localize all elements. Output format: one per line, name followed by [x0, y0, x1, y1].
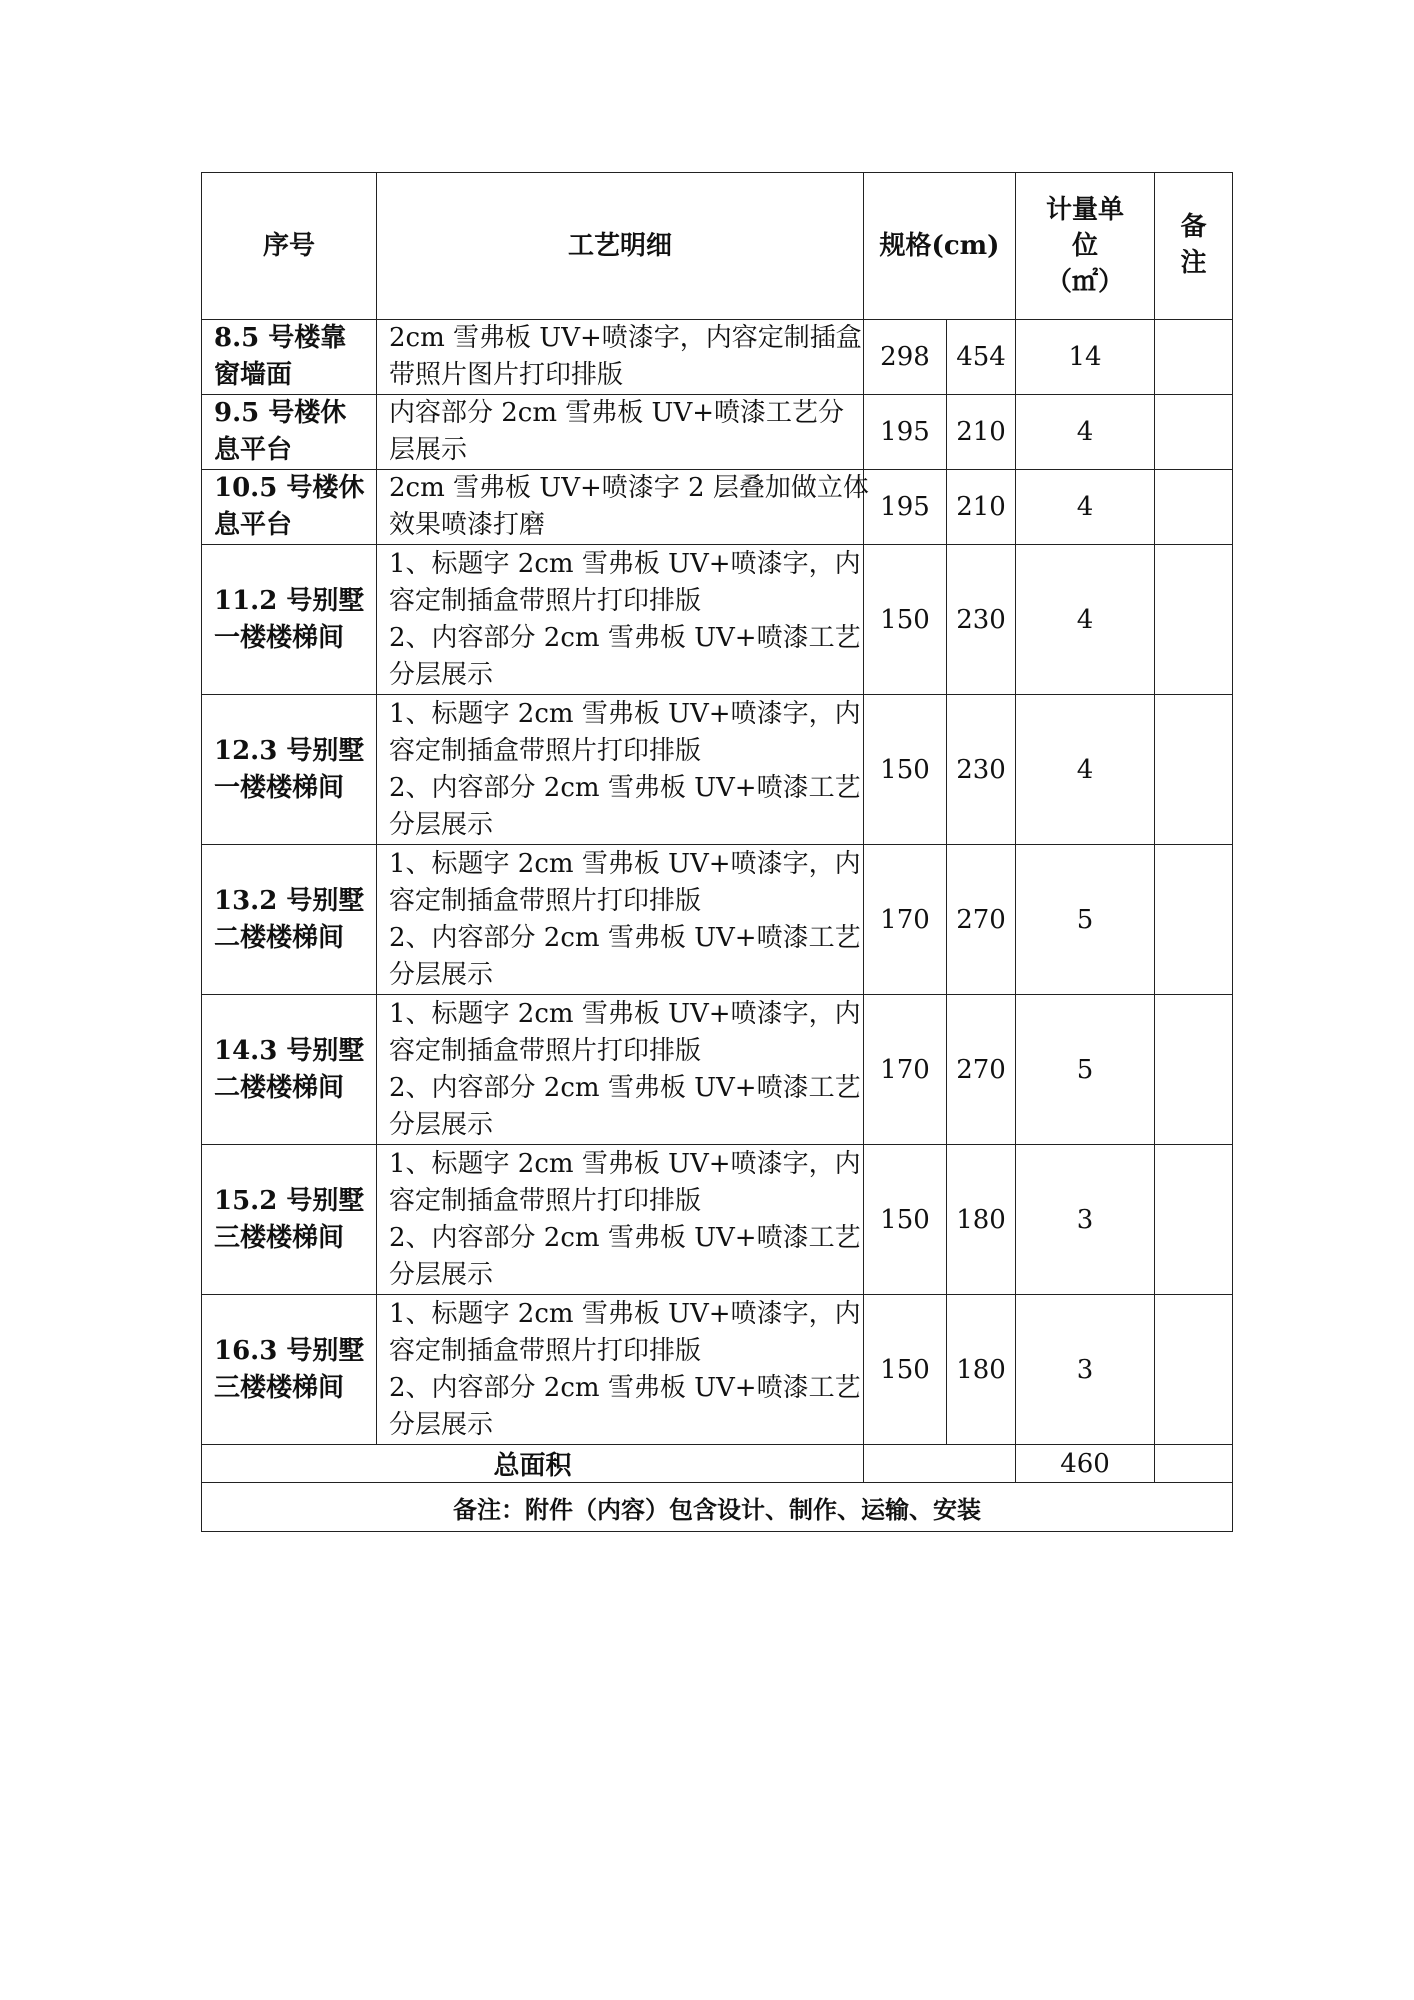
row-spec-width: 170: [864, 995, 947, 1145]
row-spec-width: 170: [864, 845, 947, 995]
row-spec-height: 454: [947, 320, 1016, 395]
row-index: [202, 470, 377, 545]
table-row: [202, 845, 1233, 995]
header-unit-line-3: （㎡）: [1046, 267, 1125, 297]
row-craft-line: 带照片图片打印排版: [389, 360, 624, 390]
row-index-line: 一楼楼梯间: [214, 772, 345, 803]
row-craft-detail: [377, 545, 864, 695]
row-area: 4: [1016, 545, 1155, 695]
row-spec-height: 180: [947, 1295, 1016, 1445]
row-index-line: 14.3 号别墅: [214, 1035, 365, 1066]
row-craft-line: 容定制插盒带照片打印排版: [389, 585, 702, 616]
row-index: [202, 1295, 377, 1445]
row-craft-line: 容定制插盒带照片打印排版: [389, 1185, 702, 1216]
row-spec-width: 150: [864, 1295, 947, 1445]
row-remark: [1155, 470, 1233, 545]
header-remark: [1155, 173, 1233, 320]
row-index-line: 10.5 号楼休: [214, 473, 365, 503]
row-remark: [1155, 1295, 1233, 1445]
row-index-line: 8.5 号楼靠: [214, 323, 347, 353]
table-row: [202, 1145, 1233, 1295]
row-index: [202, 845, 377, 995]
row-craft-line: 容定制插盒带照片打印排版: [389, 1035, 702, 1066]
row-spec-width: 195: [864, 395, 947, 470]
header-unit-line-2: 位: [1072, 231, 1099, 261]
row-area: 5: [1016, 995, 1155, 1145]
row-index: [202, 1145, 377, 1295]
row-area: 4: [1016, 470, 1155, 545]
row-area: 5: [1016, 845, 1155, 995]
row-index-line: 15.2 号别墅: [214, 1185, 365, 1216]
row-craft-detail: [377, 995, 864, 1145]
total-label: 总面积: [202, 1445, 864, 1483]
row-index-line: 13.2 号别墅: [214, 885, 365, 916]
row-craft-detail: [377, 845, 864, 995]
row-area: 3: [1016, 1145, 1155, 1295]
row-craft-line: 效果喷漆打磨: [389, 510, 546, 540]
row-index-line: 窗墙面: [214, 360, 293, 390]
row-craft-detail: [377, 1145, 864, 1295]
row-spec-height: 210: [947, 470, 1016, 545]
table-row: [202, 695, 1233, 845]
total-spec-empty: [864, 1445, 1016, 1483]
total-remark-empty: [1155, 1445, 1233, 1483]
row-craft-line: 1、标题字 2cm 雪弗板 UV+喷漆字，内: [389, 1148, 861, 1179]
row-index: [202, 545, 377, 695]
row-craft-line: 容定制插盒带照片打印排版: [389, 735, 702, 766]
row-remark: [1155, 545, 1233, 695]
row-craft-line: 2、内容部分 2cm 雪弗板 UV+喷漆工艺: [389, 1222, 861, 1253]
row-craft-detail: [377, 395, 864, 470]
total-row: [202, 1445, 1233, 1483]
row-remark: [1155, 320, 1233, 395]
row-remark: [1155, 995, 1233, 1145]
row-index-line: 息平台: [214, 435, 293, 465]
row-index: [202, 995, 377, 1145]
row-craft-line: 1、标题字 2cm 雪弗板 UV+喷漆字，内: [389, 1298, 861, 1329]
row-spec-height: 270: [947, 845, 1016, 995]
table-row: [202, 1295, 1233, 1445]
row-spec-height: 180: [947, 1145, 1016, 1295]
row-area: 14: [1016, 320, 1155, 395]
row-craft-detail: [377, 470, 869, 545]
row-index-line: 息平台: [214, 510, 293, 540]
table-row: [202, 320, 1233, 395]
row-spec-width: 150: [864, 1145, 947, 1295]
row-craft-line: 2、内容部分 2cm 雪弗板 UV+喷漆工艺: [389, 772, 861, 803]
header-spec: 规格(cm): [864, 173, 1016, 320]
row-index-line: 二楼楼梯间: [214, 1072, 345, 1103]
row-remark: [1155, 695, 1233, 845]
row-index-line: 16.3 号别墅: [214, 1335, 365, 1366]
row-spec-width: 150: [864, 695, 947, 845]
row-index-line: 一楼楼梯间: [214, 622, 345, 653]
header-craft: 工艺明细: [377, 173, 864, 320]
header-remark-line-1: 备: [1180, 212, 1207, 242]
row-craft-line: 2、内容部分 2cm 雪弗板 UV+喷漆工艺: [389, 922, 861, 953]
table-row: [202, 995, 1233, 1145]
row-spec-height: 210: [947, 395, 1016, 470]
row-index: [202, 695, 377, 845]
row-spec-width: 298: [864, 320, 947, 395]
row-craft-line: 2、内容部分 2cm 雪弗板 UV+喷漆工艺: [389, 622, 861, 653]
row-index-line: 三楼楼梯间: [214, 1372, 345, 1403]
row-index: [202, 395, 377, 470]
row-remark: [1155, 845, 1233, 995]
table-row: [202, 395, 1233, 470]
row-index-line: 11.2 号别墅: [214, 585, 365, 616]
row-craft-line: 层展示: [389, 435, 468, 465]
table-row: [202, 470, 1233, 545]
row-remark: [1155, 1145, 1233, 1295]
total-value: 460: [1016, 1445, 1155, 1483]
row-spec-height: 270: [947, 995, 1016, 1145]
row-craft-line: 1、标题字 2cm 雪弗板 UV+喷漆字，内: [389, 848, 861, 879]
row-area: 4: [1016, 395, 1155, 470]
row-craft-line: 分层展示: [389, 809, 494, 840]
row-craft-line: 1、标题字 2cm 雪弗板 UV+喷漆字，内: [389, 548, 861, 579]
row-index-line: 12.3 号别墅: [214, 735, 365, 766]
row-craft-line: 内容部分 2cm 雪弗板 UV+喷漆工艺分: [389, 398, 845, 428]
row-spec-width: 150: [864, 545, 947, 695]
note-text: 备注：附件（内容）包含设计、制作、运输、安装: [202, 1483, 1233, 1532]
row-spec-height: 230: [947, 695, 1016, 845]
row-craft-line: 分层展示: [389, 1109, 494, 1140]
header-remark-line-2: 注: [1180, 248, 1207, 278]
row-spec-height: 230: [947, 545, 1016, 695]
row-craft-detail: [377, 695, 864, 845]
header-unit-line-1: 计量单: [1046, 195, 1125, 225]
row-spec-width: 195: [864, 470, 947, 545]
row-index-line: 三楼楼梯间: [214, 1222, 345, 1253]
row-craft-line: 2cm 雪弗板 UV+喷漆字，内容定制插盒: [389, 323, 862, 353]
row-craft-line: 2cm 雪弗板 UV+喷漆字 2 层叠加做立体: [389, 473, 869, 503]
note-row: [202, 1483, 1233, 1532]
row-index: [202, 320, 377, 395]
row-craft-line: 分层展示: [389, 959, 494, 990]
row-craft-line: 2、内容部分 2cm 雪弗板 UV+喷漆工艺: [389, 1072, 861, 1103]
row-index-line: 9.5 号楼休: [214, 398, 347, 428]
row-craft-line: 分层展示: [389, 659, 494, 690]
row-craft-line: 分层展示: [389, 1259, 494, 1290]
row-craft-line: 容定制插盒带照片打印排版: [389, 885, 702, 916]
row-area: 3: [1016, 1295, 1155, 1445]
row-craft-line: 容定制插盒带照片打印排版: [389, 1335, 702, 1366]
table-row: [202, 545, 1233, 695]
row-craft-detail: [377, 320, 864, 395]
row-remark: [1155, 395, 1233, 470]
header-row: [202, 173, 1233, 320]
row-craft-line: 2、内容部分 2cm 雪弗板 UV+喷漆工艺: [389, 1372, 861, 1403]
row-area: 4: [1016, 695, 1155, 845]
spec-table: [201, 172, 1233, 1532]
row-craft-line: 分层展示: [389, 1409, 494, 1440]
row-craft-line: 1、标题字 2cm 雪弗板 UV+喷漆字，内: [389, 698, 861, 729]
header-unit: [1016, 173, 1155, 320]
row-index-line: 二楼楼梯间: [214, 922, 345, 953]
header-index: 序号: [202, 173, 377, 320]
row-craft-line: 1、标题字 2cm 雪弗板 UV+喷漆字，内: [389, 998, 861, 1029]
row-craft-detail: [377, 1295, 864, 1445]
